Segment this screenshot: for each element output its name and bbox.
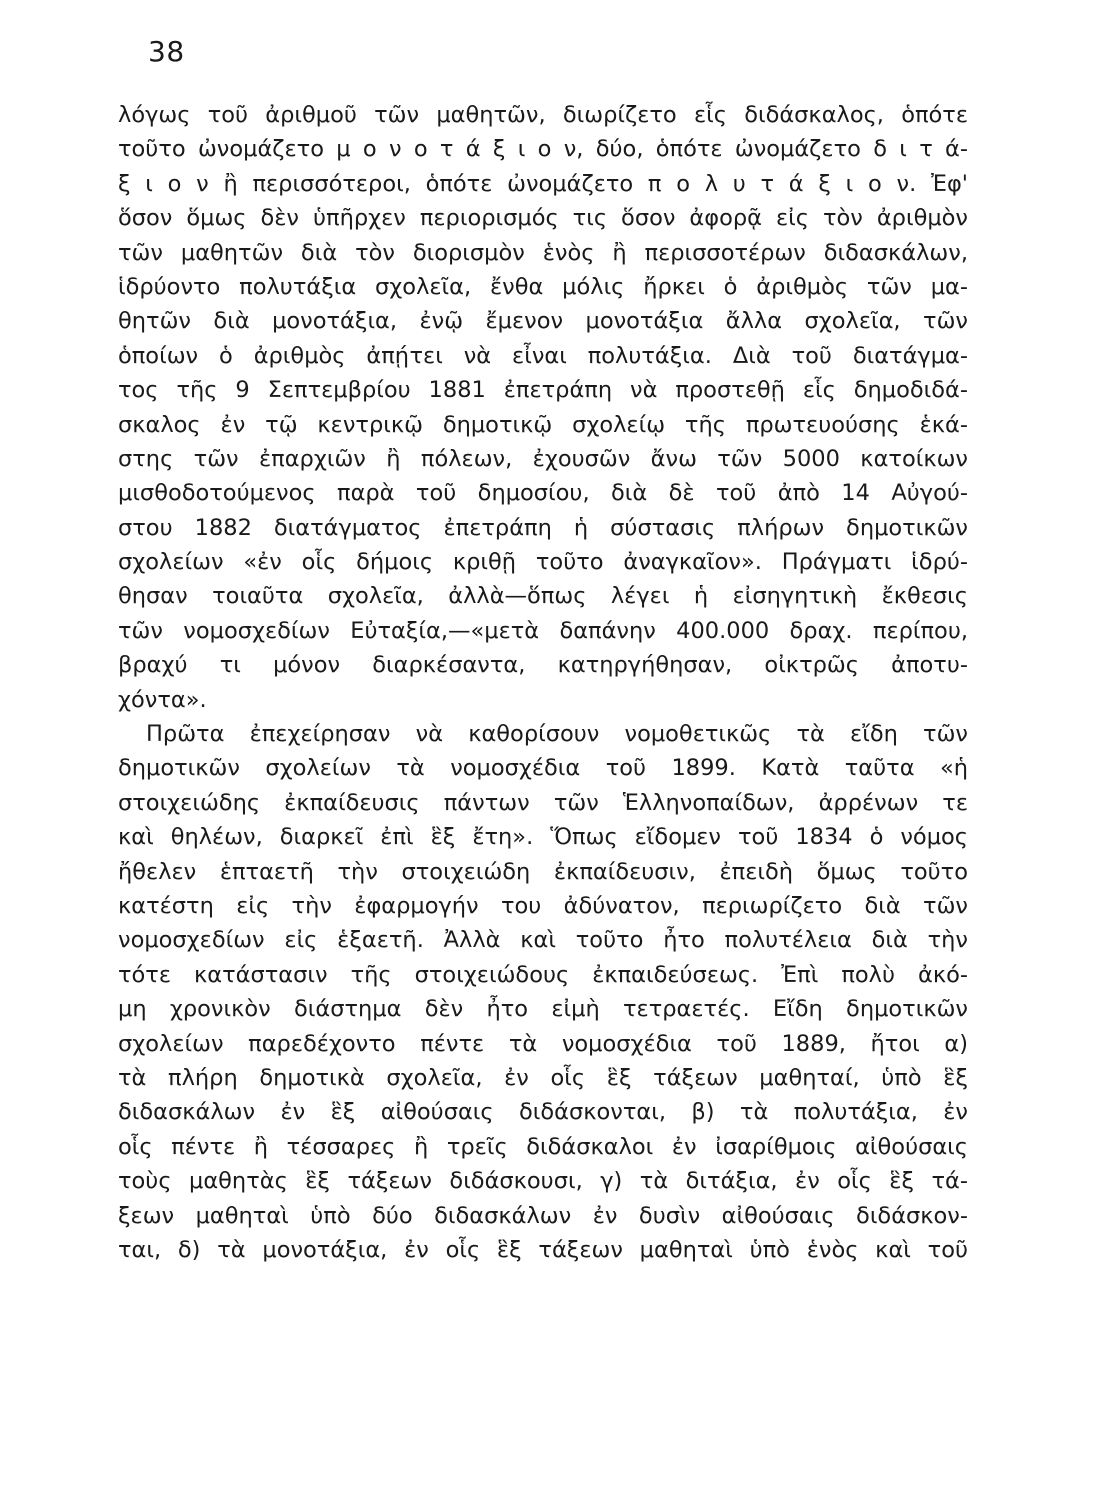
text-line: ὅσον ὅμως δὲν ὑπῆρχεν περιορισμός τις ὅσον ἀφορᾷ εἰς τὸν ἀριθμὸν — [118, 205, 968, 232]
text-line: ἤθελεν ἑπταετῆ τὴν στοιχειώδη ἐκπαίδευσιν, ἐπειδὴ ὅμως τοῦτο — [118, 858, 968, 885]
text-line: λόγως τοῦ ἀριθμοῦ τῶν μαθητῶν, διωρίζετο εἷς διδάσκαλος, ὁπότε — [118, 102, 968, 128]
text-line: δημοτικῶν σχολείων τὰ νομοσχέδια τοῦ 1899. Κατὰ ταῦτα «ἡ — [118, 755, 968, 782]
text-line: θησαν τοιαῦτα σχολεῖα, ἀλλὰ—ὅπως λέγει ἡ εἰσηγητικὴ ἔκθεσις — [118, 583, 968, 610]
text-line: ὁποίων ὁ ἀριθμὸς ἀπῄτει νὰ εἶναι πολυτάξια. Διὰ τοῦ διατάγμα- — [118, 342, 968, 369]
text-line: στου 1882 διατάγματος ἐπετράπη ἡ σύστασις πλήρων δημοτικῶν — [118, 514, 968, 541]
text-line: χόντα». — [118, 686, 207, 713]
text-line: μη χρονικὸν διάστημα δὲν ἦτο εἰμὴ τετραετές. Εἴδη δημοτικῶν — [118, 996, 968, 1023]
page-number: 38 — [148, 35, 185, 68]
text-line: ξεων μαθηταὶ ὑπὸ δύο διδασκάλων ἐν δυσὶν αἰθούσαις διδάσκον- — [118, 1202, 968, 1229]
text-line: σχολείων «ἐν οἷς δήμοις κριθῇ τοῦτο ἀναγκαῖον». Πράγματι ἱδρύ- — [118, 549, 968, 576]
paragraph-1 — [118, 98, 968, 717]
text-line: τὰ πλήρη δημοτικὰ σχολεῖα, ἐν οἷς ἓξ τάξεων μαθηταί, ὑπὸ ἓξ — [118, 1064, 968, 1091]
text-line: τοῦτο ὠνομάζετο μ ο ν ο τ ά ξ ι ο ν, δύο, ὁπότε ὠνομάζετο δ ι τ ά- — [118, 136, 968, 163]
text-line: τος τῆς 9 Σεπτεμβρίου 1881 ἐπετράπη νὰ προστεθῇ εἷς δημοδιδά- — [118, 377, 968, 404]
body-text — [118, 98, 968, 1267]
text-line: ται, δ) τὰ μονοτάξια, ἐν οἷς ἓξ τάξεων μαθηταὶ ὑπὸ ἑνὸς καὶ τοῦ — [118, 1236, 968, 1263]
text-line: μισθοδοτούμενος παρὰ τοῦ δημοσίου, διὰ δὲ τοῦ ἀπὸ 14 Αὐγού- — [118, 480, 968, 507]
text-line: Πρῶτα ἐπεχείρησαν νὰ καθορίσουν νομοθετικῶς τὰ εἴδη τῶν — [146, 721, 968, 748]
text-line: οἷς πέντε ἢ τέσσαρες ἢ τρεῖς διδάσκαλοι ἐν ἰσαρίθμοις αἰθούσαις — [118, 1133, 968, 1160]
text-line: ἱδρύοντο πολυτάξια σχολεῖα, ἔνθα μόλις ἤρκει ὁ ἀριθμὸς τῶν μα- — [118, 273, 968, 300]
text-line: βραχύ τι μόνον διαρκέσαντα, κατηργήθησαν, οἰκτρῶς ἀποτυ- — [118, 652, 968, 679]
text-line: ξ ι ο ν ἢ περισσότεροι, ὁπότε ὠνομάζετο π ο λ υ τ ά ξ ι ο ν. Ἐφ' — [118, 170, 968, 197]
text-line: τῶν νομοσχεδίων Εὐταξία,—«μετὰ δαπάνην 400.000 δραχ. περίπου, — [118, 617, 968, 644]
text-line: στοιχειώδης ἐκπαίδευσις πάντων τῶν Ἑλληνοπαίδων, ἀρρένων τε — [118, 789, 968, 816]
text-line: τοὺς μαθητὰς ἓξ τάξεων διδάσκουσι, γ) τὰ διτάξια, ἐν οἷς ἓξ τά- — [118, 1168, 968, 1195]
text-line: τῶν μαθητῶν διὰ τὸν διορισμὸν ἑνὸς ἢ περισσοτέρων διδασκάλων, — [118, 239, 968, 266]
text-line: καὶ θηλέων, διαρκεῖ ἐπὶ ἓξ ἔτη». Ὅπως εἴδομεν τοῦ 1834 ὁ νόμος — [118, 824, 968, 851]
text-line: νομοσχεδίων εἰς ἑξαετῆ. Ἀλλὰ καὶ τοῦτο ἦτο πολυτέλεια διὰ τὴν — [118, 927, 968, 954]
text-line: σκαλος ἐν τῷ κεντρικῷ δημοτικῷ σχολείῳ τῆς πρωτευούσης ἑκά- — [118, 411, 968, 438]
text-line: στης τῶν ἐπαρχιῶν ἢ πόλεων, ἐχουσῶν ἄνω τῶν 5000 κατοίκων — [118, 445, 968, 472]
text-line: σχολείων παρεδέχοντο πέντε τὰ νομοσχέδια τοῦ 1889, ἤτοι α) — [118, 1030, 968, 1057]
text-line: τότε κατάστασιν τῆς στοιχειώδους ἐκπαιδεύσεως. Ἐπὶ πολὺ ἀκό- — [118, 961, 968, 988]
text-line: διδασκάλων ἐν ἓξ αἰθούσαις διδάσκονται, β) τὰ πολυτάξια, ἐν — [118, 1099, 968, 1126]
paragraph-2 — [118, 717, 968, 1267]
text-line: θητῶν διὰ μονοτάξια, ἐνῷ ἔμενον μονοτάξια ἄλλα σχολεῖα, τῶν — [118, 308, 968, 335]
text-line: κατέστη εἰς τὴν ἐφαρμογήν του ἀδύνατον, περιωρίζετο διὰ τῶν — [118, 892, 968, 919]
